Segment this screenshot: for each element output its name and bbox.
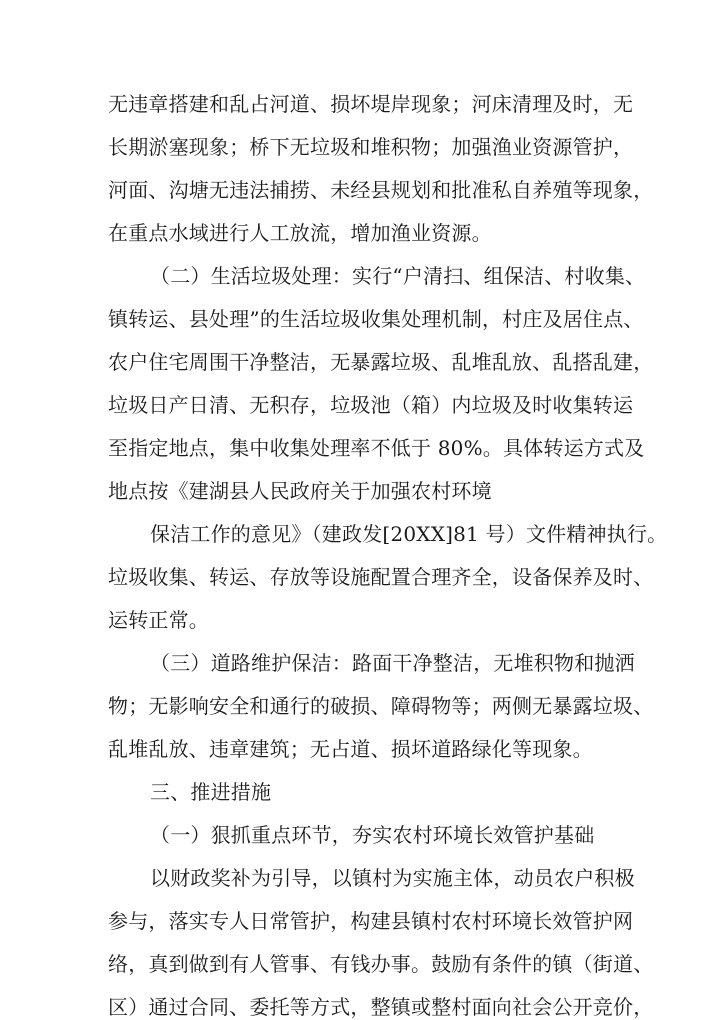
section-heading-2: （二）生活垃圾处理：实行“户清扫、组保洁、村收集、 (150, 264, 646, 288)
chapter-heading: 三、推进措施 (150, 780, 272, 804)
text-line: 区）通过合同、委托等方式，整镇或整村面向社会公开竞价， (108, 995, 654, 1019)
text-line: 农户住宅周围干净整洁，无暴露垃圾、乱堆乱放、乱搭乱建， (108, 350, 654, 374)
text-line: 运转正常。 (108, 608, 209, 632)
text-line: 河面、沟塘无违法捕捞、未经县规划和批准私自养殖等现象， (108, 178, 654, 202)
text-line: 络，真到做到有人管事、有钱办事。鼓励有条件的镇（街道、 (108, 952, 654, 976)
text-line: 地点按《建湖县人民政府关于加强农村环境 (108, 479, 492, 503)
section-heading-3: （三）道路维护保洁：路面干净整洁，无堆积物和抛洒 (150, 651, 635, 675)
text-line: 物；无影响安全和通行的破损、障碍物等；两侧无暴露垃圾、 (108, 694, 654, 718)
text-line: 以财政奖补为引导，以镇村为实施主体，动员农户积极 (150, 866, 635, 890)
text-line: 长期淤塞现象；桥下无垃圾和堆积物；加强渔业资源管护， (108, 135, 634, 159)
subsection-heading: （一）狠抓重点环节，夯实农村环境长效管护基础 (150, 823, 595, 847)
text-line: 参与，落实专人日常管护，构建县镇村农村环境长效管护网 (108, 909, 634, 933)
text-line: 无违章搭建和乱占河道、损坏堤岸现象；河床清理及时，无 (108, 92, 634, 116)
text-line: 垃圾日产日清、无积存，垃圾池（箱）内垃圾及时收集转运 (108, 393, 634, 417)
text-line: 在重点水域进行人工放流，增加渔业资源。 (108, 221, 492, 245)
text-line: 乱堆乱放、违章建筑；无占道、损坏道路绿化等现象。 (108, 737, 593, 761)
text-line: 保洁工作的意见》（建政发[20XX]81 号）文件精神执行。 (150, 522, 668, 546)
text-line: 至指定地点，集中收集处理率不低于 80%。具体转运方式及 (108, 436, 645, 460)
text-line: 垃圾收集、转运、存放等设施配置合理齐全，设备保养及时、 (108, 565, 654, 589)
text-line: 镇转运、县处理”的生活垃圾收集处理机制，村庄及居住点、 (108, 307, 644, 331)
